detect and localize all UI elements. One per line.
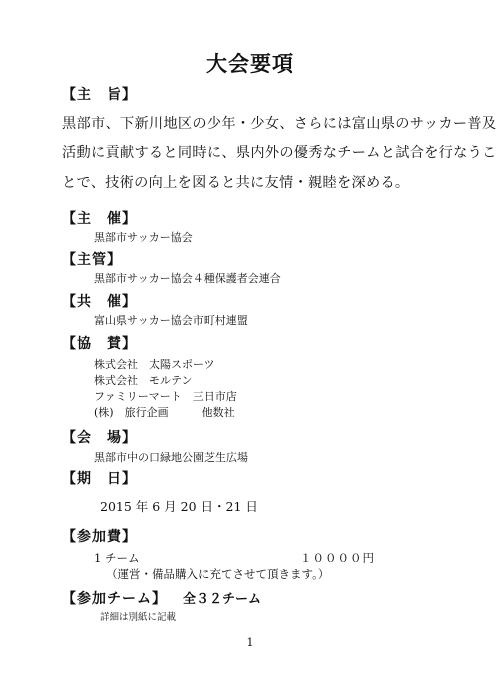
purpose-line: 活動に貢献すると同時に、県内外の優秀なチームと試合を行なうこ xyxy=(62,145,497,161)
fee-note: （運営・備品購入に充てさせて頂きます。） xyxy=(106,567,330,581)
co-organizer-heading: 【共 催】 xyxy=(62,294,137,310)
document-title: 大会要項 xyxy=(206,51,294,76)
sponsor-item: 株式会社 モルテン xyxy=(94,374,193,387)
organizer-heading: 【主 催】 xyxy=(62,211,137,227)
page-number: 1 xyxy=(246,636,254,649)
organizer-value: 黒部市サッカー協会 xyxy=(94,231,193,244)
teams-value: 全３２チーム xyxy=(183,592,262,607)
purpose-heading: 【主 旨】 xyxy=(62,87,137,103)
venue-value: 黒部市中の口緑地公園芝生広場 xyxy=(94,451,248,464)
fee-heading: 【参加費】 xyxy=(62,529,137,545)
purpose-line: とで、技術の向上を図ると共に友情・親睦を深める。 xyxy=(62,175,410,191)
fee-item: 1 チーム xyxy=(94,551,140,565)
dates-heading: 【期 日】 xyxy=(62,471,137,487)
management-heading: 【主管】 xyxy=(62,252,122,268)
management-value: 黒部市サッカー協会４種保護者会連合 xyxy=(94,272,281,285)
teams-note: 詳細は別紙に記載 xyxy=(100,612,177,623)
teams-heading: 【参加チーム】 xyxy=(62,591,167,607)
fee-amount: １００００円 xyxy=(300,551,375,565)
co-organizer-value: 富山県サッカー協会市町村連盟 xyxy=(94,314,248,327)
dates-value: 2015 年 6 月 20 日・21 日 xyxy=(100,499,258,514)
sponsor-item: 株式会社 太陽スポーツ xyxy=(94,358,215,371)
sponsor-item: (株) 旅行企画 他数社 xyxy=(94,406,235,419)
purpose-line: 黒部市、下新川地区の少年・少女、さらには富山県のサッカー普及 xyxy=(62,116,497,132)
venue-heading: 【会 場】 xyxy=(62,430,137,446)
sponsor-item: ファミリーマート 三日市店 xyxy=(94,390,237,403)
sponsors-heading: 【協 賛】 xyxy=(62,336,137,352)
